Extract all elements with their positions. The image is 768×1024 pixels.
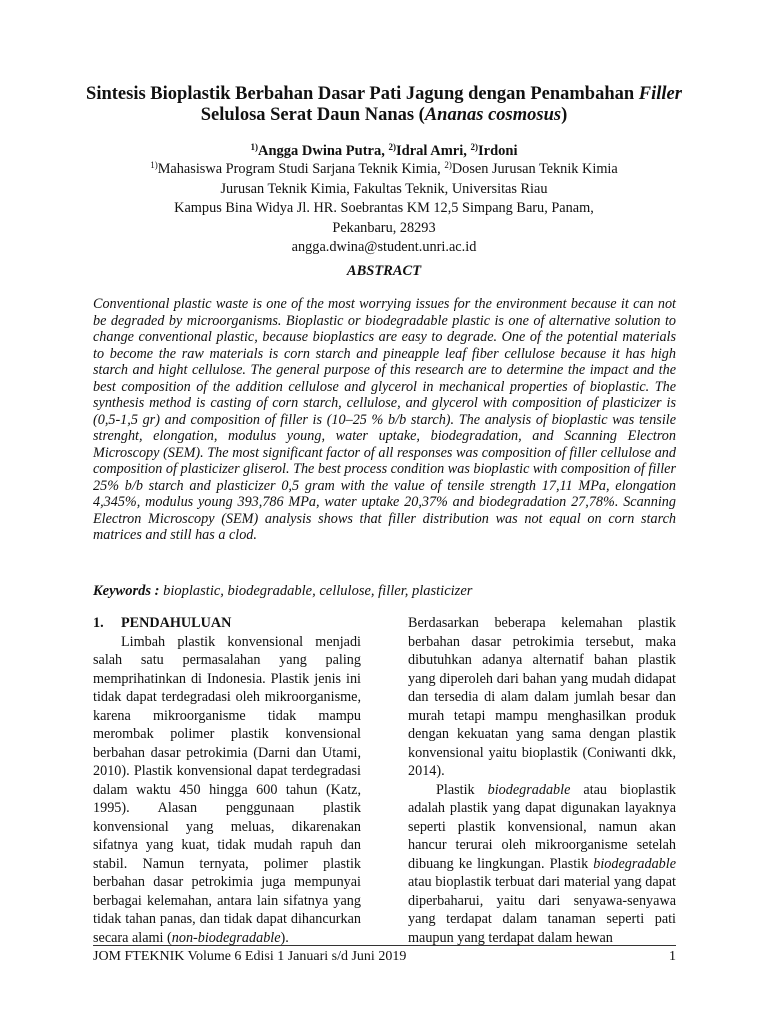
footer-divider — [93, 945, 676, 946]
title-line-2: Selulosa Serat Daun Nanas (Ananas cosmosus) — [200, 105, 568, 125]
affiliation-block — [60, 160, 708, 258]
intro-paragraph-2: Berdasarkan beberapa kelemahan plastik berbahan dasar petrokimia tersebut, maka dibutuhkan adanya alternatif bahan plastik yang diperoleh dari bahan yang mudah didapat dan tersedia di alam dalam jumlah besar dan murah tetapi mampu menghasilkan produk dengan kekuatan yang sama dengan plastik konvensional yaitu bioplastik (Coniwanti dkk, 2014). — [408, 615, 676, 779]
keywords-label: Keywords : — [93, 583, 164, 599]
right-column — [408, 614, 676, 947]
intro-paragraph-3: Plastik biodegradable atau bioplastik adalah plastik yang dapat digunakan layaknya seperti plastik konvensional, namun akan hancur terurai oleh mikroorganisme setelah dibuang ke lingkungan. Plastik biodegradable atau bioplastik terbuat dari material yang dapat diperbaharui, yaitu dari senyawa-senyawa yang terdapat dalam tanaman seperti pati maupun yang terdapat dalam hewan — [408, 781, 676, 946]
paper-title — [60, 84, 708, 126]
abstract-heading: ABSTRACT — [346, 263, 422, 279]
affiliation-line-3: Kampus Bina Widya Jl. HR. Soebrantas KM 12,5 Simpang Baru, Panam, — [174, 200, 594, 217]
abstract-text: Conventional plastic waste is one of the most worrying issues for the environment because it can not be degraded by microorganisms. Bioplastic or biodegradable plastic is one of alternative solution to change conventional plastic, because bioplastics are easy to degrade. One of the potential materials to become the raw materials is corn starch and pineapple leaf fiber cellulose because it has high starch and hight cellulose. The general purpose of this research are to determine the impact and the best composition of the addition cellulose and glycerol in mechanical properties of bioplastic. The synthesis method is casting of corn starch, cellulose, and glycerol with composition of plasticizer is (0,5-1,5 gr) and composition of filler is (10–25 % b/b starch). The analysis of bioplastic was tensile strenght, elongation, modulus young, water uptake, biodegradation, and Scanning Electron Microscopy (SEM). The most significant factor of all responses was composition of filler cellulose and composition of plasticizer gliserol. The best process condition was bioplastic with composition of filler 25% b/b starch and plasticizer 0,5 gram with the value of tensile strength 17,11 MPa, elongation 4,345%, modulus young 393,786 MPa, water uptake 20,37% and biodegradation 27,78%. Scanning Electron Microscopy (SEM) analysis shows that filler distribution was not equal on corn starch matrices and still has a clod. — [93, 296, 676, 543]
section-heading: 1. PENDAHULUAN — [93, 615, 232, 631]
author-list: $^{1)}$Angga Dwina Putra, $^{2)}$Idral Amri, $^{2)}$Irdoni — [250, 142, 518, 159]
affiliation-line-4: Pekanbaru, 28293 — [332, 219, 436, 236]
title-line-1: Sintesis Bioplastik Berbahan Dasar Pati Jagung dengan Penambahan Filler — [86, 84, 682, 104]
author-email: angga.dwina@student.unri.ac.id — [291, 239, 477, 256]
keywords — [93, 582, 676, 600]
affiliation-line-1: $^{1)}$Mahasiswa Program Studi Sarjana Teknik Kimia, $^{2)}$Dosen Jurusan Teknik Kimia — [150, 160, 618, 177]
page-number: 1 — [669, 949, 676, 964]
keywords-text: bioplastic, biodegradable, cellulose, filler, plasticizer — [163, 583, 473, 599]
intro-paragraph-1: Limbah plastik konvensional menjadi salah satu permasalahan yang paling memprihatinkan di Indonesia. Plastik jenis ini tidak dapat terdegradasi oleh mikroorganisme, karena mikroorganisme tidak mampu merombak polimer plastik konvensional berbahan dasar petrokimia (Darni dan Utami, 2010). Plastik konvensional dapat terdegradasi dalam waktu 450 hingga 600 tahun (Katz, 1995). Alasan penggunaan plastik konvensional yang meluas, dikarenakan sifatnya yang kuat, tidak mudah rapuh dan stabil. Namun ternyata, polimer plastik berbahan dasar petrokimia juga mempunyai berbagai kelemahan, antara lain sifatnya yang tidak tahan panas, dan tidak dapat dihancurkan secara alami (non-biodegradable). — [93, 633, 361, 946]
affiliation-line-2: Jurusan Teknik Kimia, Fakultas Teknik, Universitas Riau — [220, 180, 548, 197]
footer-journal: JOM FTEKNIK Volume 6 Edisi 1 Januari s/d Juni 2019 — [93, 949, 407, 964]
left-column — [93, 614, 361, 947]
